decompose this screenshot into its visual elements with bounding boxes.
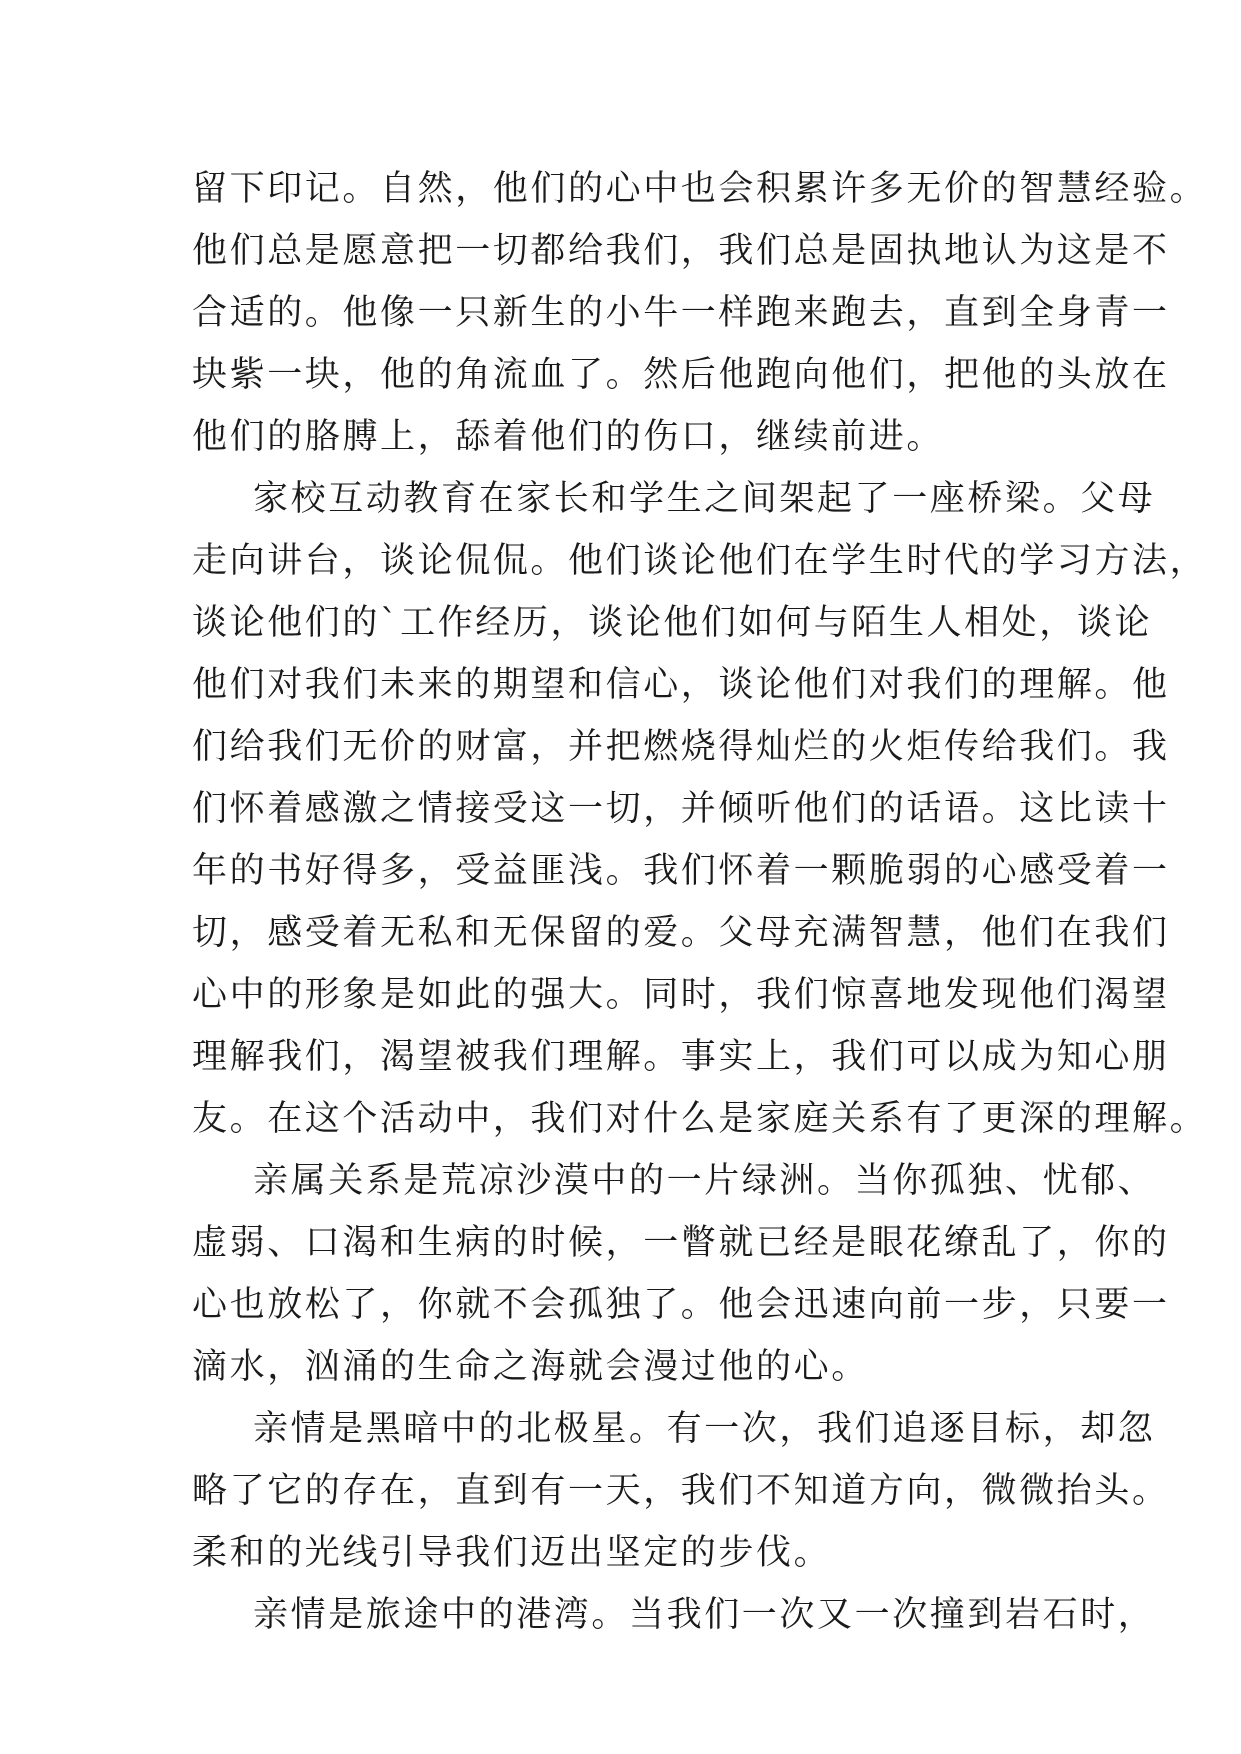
text-line: 家校互动教育在家长和学生之间架起了一座桥梁。父母 — [253, 479, 1156, 519]
text-line: 他们总是愿意把一切都给我们，我们总是固执地认为这是不 — [192, 231, 1170, 271]
text-line: 理解我们，渴望被我们理解。事实上，我们可以成为知心朋 — [192, 1037, 1170, 1077]
text-line: 心也放松了，你就不会孤独了。他会迅速向前一步，只要一 — [192, 1285, 1170, 1325]
text-line: 心中的形象是如此的强大。同时，我们惊喜地发现他们渴望 — [192, 975, 1170, 1015]
text-line: 略了它的存在，直到有一天，我们不知道方向，微微抬头。 — [192, 1471, 1170, 1511]
text-line: 块紫一块，他的角流血了。然后他跑向他们，把他的头放在 — [192, 355, 1170, 395]
text-line: 年的书好得多，受益匪浅。我们怀着一颗脆弱的心感受着一 — [192, 851, 1170, 891]
text-line: 滴水，汹涌的生命之海就会漫过他的心。 — [192, 1347, 869, 1387]
text-line: 友。在这个活动中，我们对什么是家庭关系有了更深的理解。 — [192, 1099, 1208, 1139]
text-line: 切，感受着无私和无保留的爱。父母充满智慧，他们在我们 — [192, 913, 1170, 953]
text-line: 他们的胳膊上，舔着他们的伤口，继续前进。 — [192, 417, 945, 457]
text-line: 他们对我们未来的期望和信心，谈论他们对我们的理解。他 — [192, 665, 1170, 705]
text-line: 柔和的光线引导我们迈出坚定的步伐。 — [192, 1533, 832, 1573]
text-line: 亲情是旅途中的港湾。当我们一次又一次撞到岩石时， — [253, 1595, 1156, 1635]
text-line: 留下印记。自然，他们的心中也会积累许多无价的智慧经验。 — [192, 169, 1208, 209]
text-line: 亲情是黑暗中的北极星。有一次，我们追逐目标，却忽 — [253, 1409, 1156, 1449]
document-body — [192, 158, 1208, 1646]
text-line: 亲属关系是荒凉沙漠中的一片绿洲。当你孤独、忧郁、 — [253, 1161, 1156, 1201]
text-line: 虚弱、口渴和生病的时候，一瞥就已经是眼花缭乱了，你的 — [192, 1223, 1170, 1263]
text-line: 们怀着感激之情接受这一切，并倾听他们的话语。这比读十 — [192, 789, 1170, 829]
text-line: 谈论他们的`工作经历，谈论他们如何与陌生人相处，谈论 — [192, 603, 1153, 643]
text-line: 合适的。他像一只新生的小牛一样跑来跑去，直到全身青一 — [192, 293, 1170, 333]
text-line: 走向讲台，谈论侃侃。他们谈论他们在学生时代的学习方法， — [192, 541, 1208, 581]
text-line: 们给我们无价的财富，并把燃烧得灿烂的火炬传给我们。我 — [192, 727, 1170, 767]
